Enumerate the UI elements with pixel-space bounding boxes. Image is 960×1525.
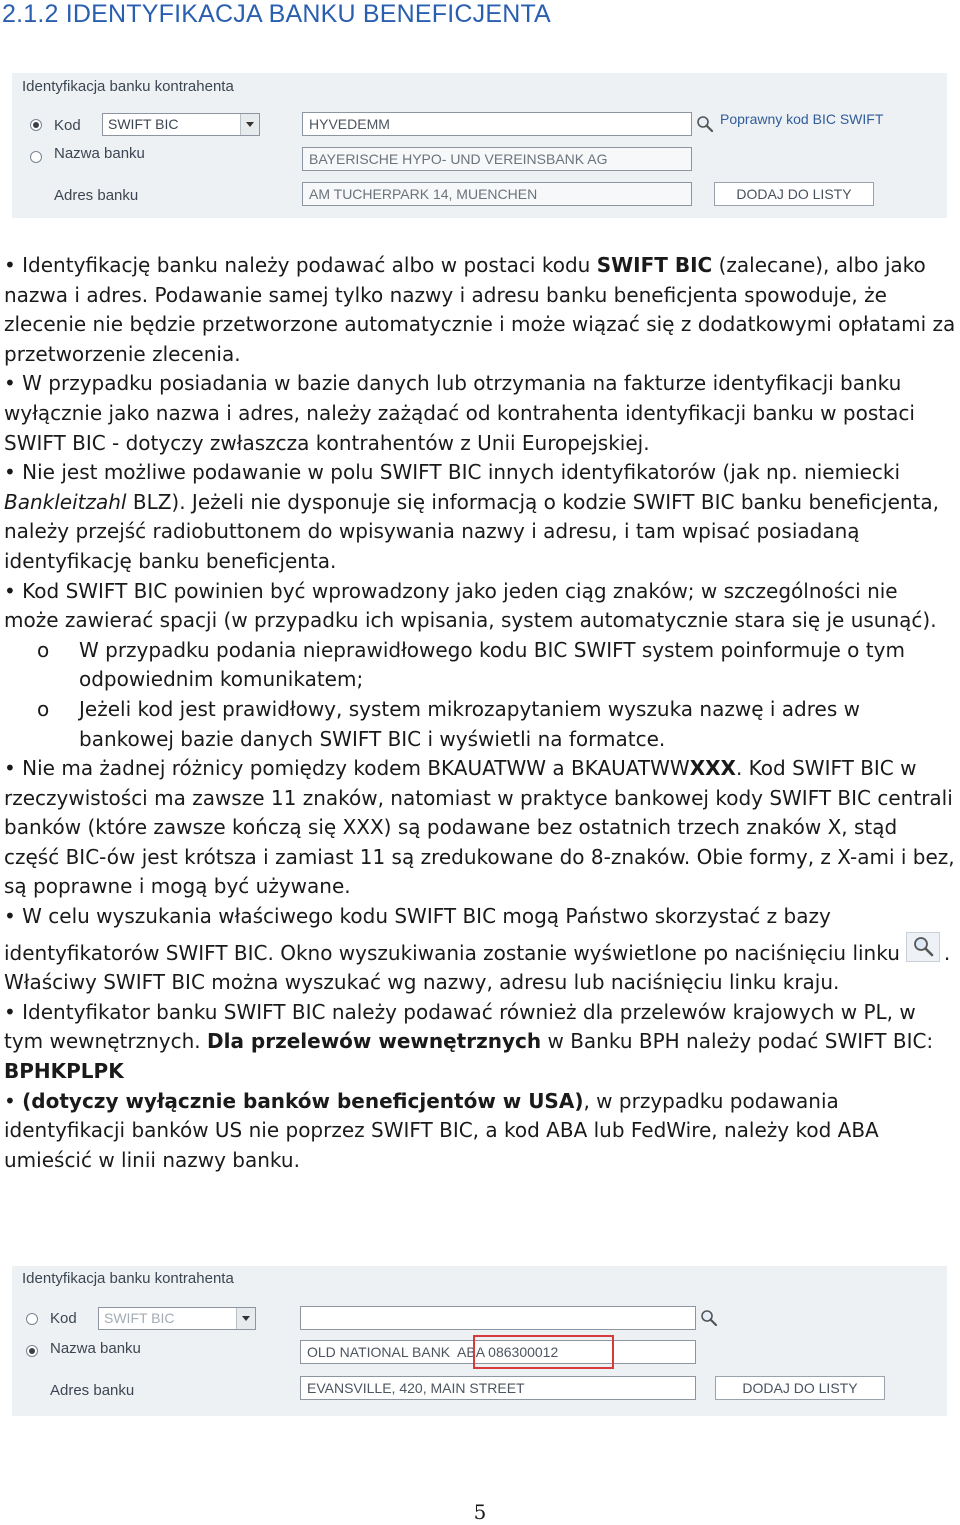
search-icon[interactable] — [700, 1309, 718, 1327]
bank-address-label: Adres banku — [54, 187, 139, 204]
bank-identification-panel — [12, 73, 947, 218]
paragraph: • Identyfikator banku SWIFT BIC należy podawać również dla przelewów krajowych w PL, w tym wewnętrznych. Dla przelewów wewnętrznych w Banku BPH należy podać SWIFT BIC: BPHKPLPK — [4, 999, 934, 1084]
paragraph: • Nie jest możliwe podawanie w polu SWIFT BIC innych identyfikatorów (jak np. niemiecki Bankleitzahl BLZ). Jeżeli nie dysponuje się informacją o kodzie SWIFT BIC banku beneficjenta, należy przejść radiobuttonem do wpisywania nazwy i adresu, i tam wpisać posiadaną identyfikację banku beneficjenta. — [4, 460, 940, 573]
code-type-value: SWIFT BIC — [108, 116, 179, 132]
chevron-down-icon — [236, 1308, 255, 1329]
radio-bank-name[interactable] — [30, 151, 42, 163]
search-link-icon[interactable] — [906, 932, 940, 962]
paragraph: • W celu wyszukania właściwego kodu SWIFT BIC mogą Państwo skorzystać z bazy identyfikatorów SWIFT BIC. Okno wyszukiwania zostanie wyświetlone po naciśnięciu linku . Właściwy SWIFT BIC można wyszukać wg nazwy, adresu lub naciśnięciu linku kraju. — [4, 904, 951, 995]
aba-code-highlight — [473, 1335, 614, 1369]
code-type-select[interactable] — [98, 1307, 256, 1330]
bank-name-text: OLD NATIONAL BANK — [307, 1344, 451, 1360]
swift-code-input[interactable] — [300, 1306, 696, 1330]
panel-title: Identyfikacja banku kontrahenta — [22, 78, 234, 95]
chevron-down-icon — [240, 114, 259, 135]
add-to-list-button[interactable]: DODAJ DO LISTY — [714, 182, 874, 206]
radio-code[interactable] — [26, 1313, 38, 1325]
radio-code-label: Kod — [50, 1310, 77, 1327]
add-to-list-button[interactable]: DODAJ DO LISTY — [715, 1376, 885, 1400]
bank-identification-panel-example — [12, 1266, 947, 1416]
paragraph: • W przypadku posiadania w bazie danych lub otrzymania na fakturze identyfikacji banku wyłącznie jako nazwa i adres, należy zażądać od kontrahenta identyfikacji banku w postaci SWIFT BIC - dotyczy zwłaszcza kontrahentów z Unii Europejskiej. — [4, 371, 915, 455]
page-number: 5 — [473, 1500, 487, 1524]
bank-address-label: Adres banku — [50, 1382, 135, 1399]
paragraph: • Identyfikację banku należy podawać albo w postaci kodu SWIFT BIC (zalecane), albo jako nazwa i adres. Podawanie samej tylko nazwy i adresu banku beneficjenta spowoduje, że zlecenie nie będzie przetworzone automatycznie i może wiązać się z dodatkowymi opłatami za przetworzenie zlecenia. — [4, 253, 956, 366]
paragraph: • Kod SWIFT BIC powinien być wprowadzony jako jeden ciąg znaków; w szczególności nie może zawierać spacji (w przypadku ich wpisania, system automatycznie stara się je usunąć). — [4, 578, 937, 633]
bank-address-field[interactable]: EVANSVILLE, 420, MAIN STREET — [300, 1376, 696, 1400]
radio-code[interactable] — [30, 119, 42, 131]
sub-list-item: o W przypadku podania nieprawidłowego kodu BIC SWIFT system poinformuje o tym odpowiednim komunikatem; — [37, 637, 905, 692]
swift-code-input[interactable]: HYVEDEMM — [302, 112, 692, 136]
panel-title: Identyfikacja banku kontrahenta — [22, 1270, 234, 1287]
validation-status: Poprawny kod BIC SWIFT — [720, 111, 884, 127]
paragraph: • Nie ma żadnej różnicy pomiędzy kodem BKAUATWW a BKAUATWWXXX. Kod SWIFT BIC w rzeczywistości ma zawsze 11 znaków, natomiast w praktyce bankowej kody SWIFT BIC centrali banków (które zawsze kończą się XXX) są podawane bez ostatnich trzech znaków X, stąd część BIC-ów jest krótsza i zamiast 11 są zredukowane do 8-znaków. Obie formy, z X-ami i bez, są poprawne i mogą być używane. — [4, 756, 955, 899]
radio-code-label: Kod — [54, 117, 81, 134]
aba-code-text: ABA 086300012 — [457, 1344, 559, 1360]
radio-bank-name-label: Nazwa banku — [50, 1340, 141, 1357]
radio-bank-name-label: Nazwa banku — [54, 145, 145, 162]
paragraph: • (dotyczy wyłącznie banków beneficjentów w USA), w przypadku podawania identyfikacji banków US nie poprzez SWIFT BIC, a kod ABA lub FedWire, należy kod ABA umieścić w linii nazwy banku. — [4, 1088, 879, 1172]
bank-address-field[interactable]: AM TUCHERPARK 14, MUENCHEN — [302, 182, 692, 206]
code-type-select[interactable] — [102, 113, 260, 136]
instructions-text — [4, 251, 956, 1175]
bank-name-field[interactable]: BAYERISCHE HYPO- UND VEREINSBANK AG — [302, 147, 692, 171]
section-heading: 2.1.2 IDENTYFIKACJA BANKU BENEFICJENTA — [2, 0, 551, 28]
sub-list-item: o Jeżeli kod jest prawidłowy, system mikrozapytaniem wyszuka nazwę i adres w bankowej bazie danych SWIFT BIC i wyświetli na formatce. — [37, 696, 860, 751]
radio-bank-name[interactable] — [26, 1345, 38, 1357]
code-type-value: SWIFT BIC — [104, 1310, 175, 1326]
search-icon[interactable] — [696, 115, 714, 133]
